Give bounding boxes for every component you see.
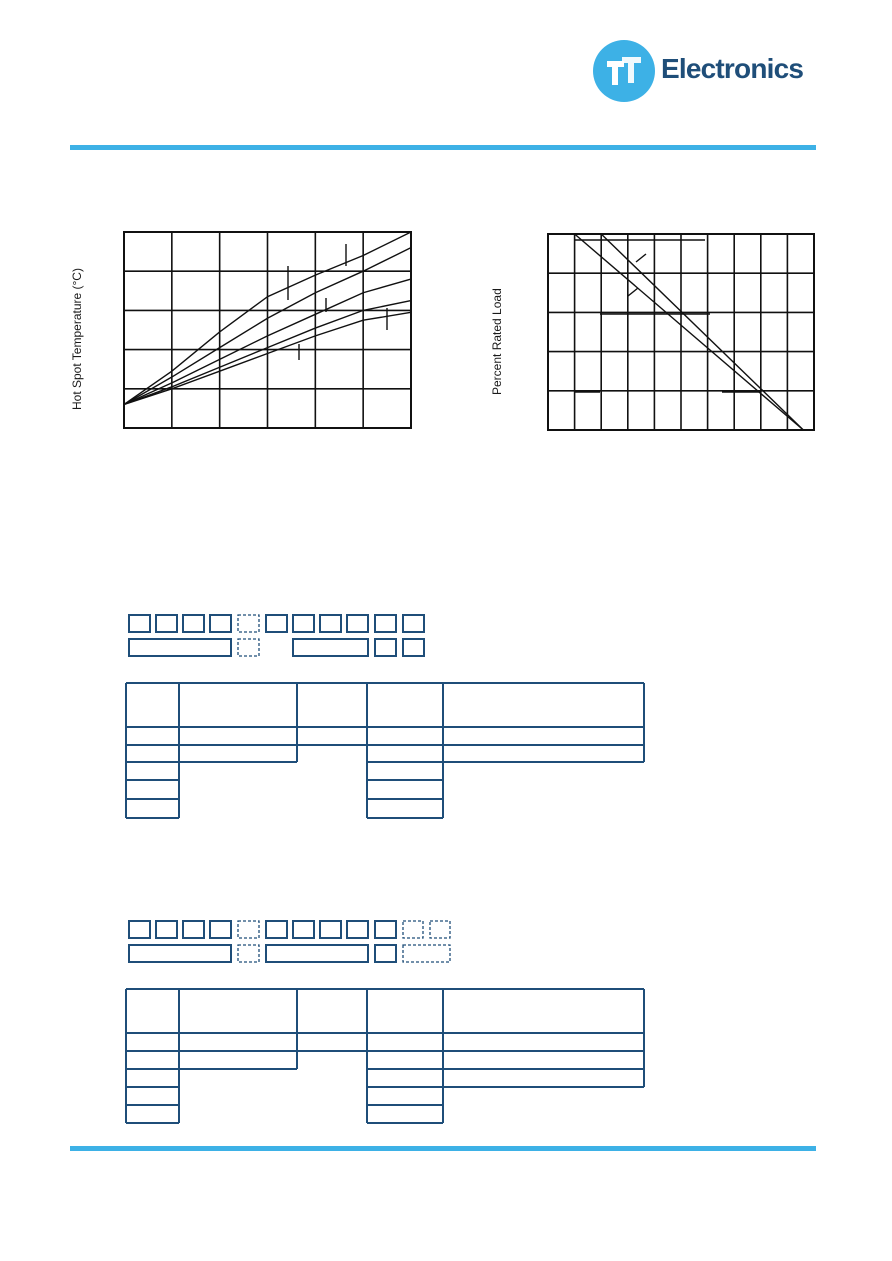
chart2-frame xyxy=(548,234,814,430)
chart1-series-line-4 xyxy=(124,301,411,405)
part-code-boxes-b xyxy=(129,921,450,962)
chart2-curve-marker xyxy=(636,254,646,262)
chart1-series-line-3 xyxy=(124,279,411,404)
part-code-boxes-a xyxy=(129,615,424,656)
chart2-curve-marker xyxy=(628,288,638,296)
chart1-ylabel: Hot Spot Temperature (°C) xyxy=(70,268,84,410)
tt-monogram-icon xyxy=(593,40,655,102)
specification-table-a xyxy=(126,683,644,818)
brand-name: Electronics xyxy=(661,53,804,84)
bottom-rule xyxy=(70,1146,816,1151)
top-rule xyxy=(70,145,816,150)
chart2-ylabel: Percent Rated Load xyxy=(490,288,504,395)
chart1-frame xyxy=(124,232,411,428)
chart1-series-line-2 xyxy=(124,248,411,405)
chart2-series-line-2 xyxy=(601,234,803,430)
chart1-series-line-5 xyxy=(124,312,411,404)
specification-table-b xyxy=(126,989,644,1123)
chart1-series-line-1 xyxy=(124,232,411,404)
brand-logo-mark xyxy=(593,40,655,102)
chart2-series-line-1 xyxy=(575,234,804,430)
